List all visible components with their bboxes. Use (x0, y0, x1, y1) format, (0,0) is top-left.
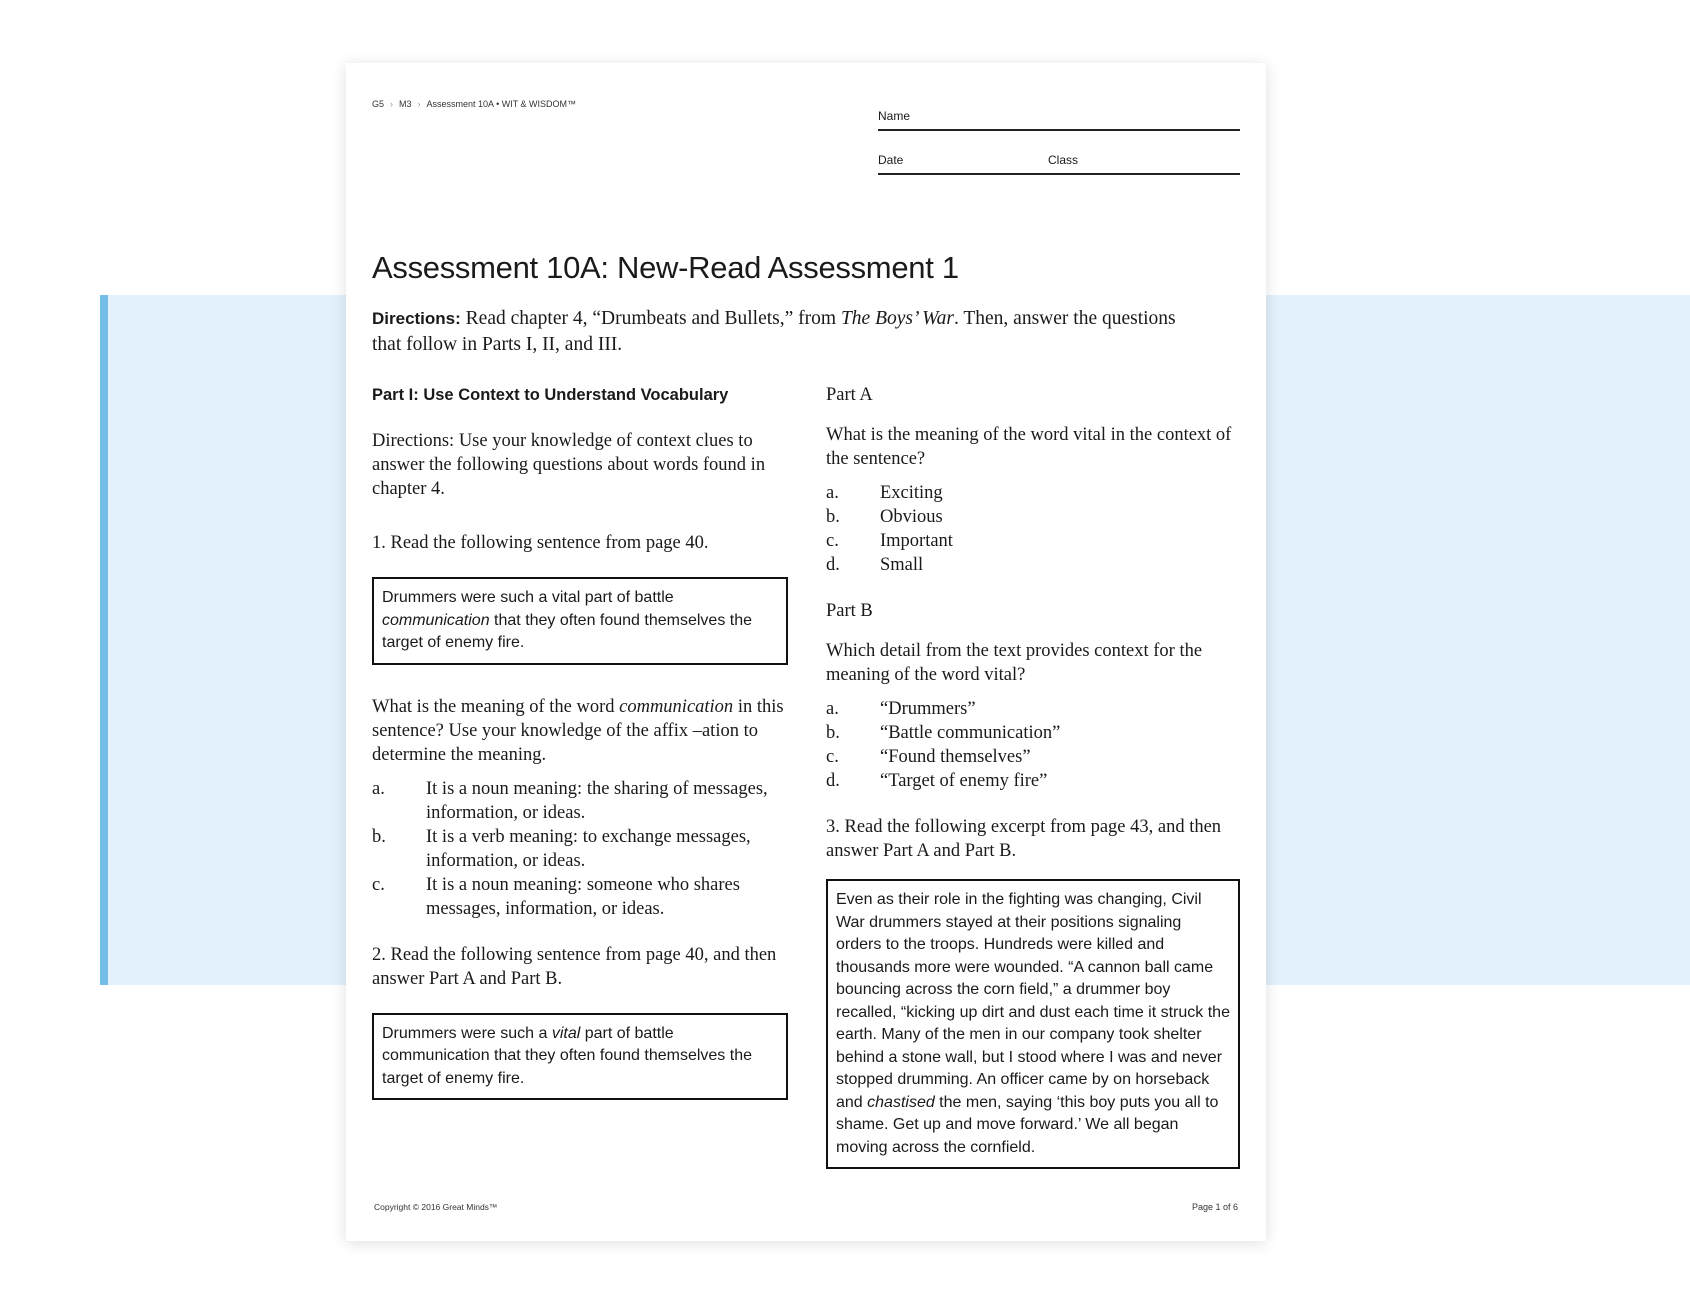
q1-quote-box (372, 577, 788, 665)
option-text: Exciting (880, 483, 943, 503)
option-text: “Found themselves” (880, 747, 1031, 767)
option-text: Obvious (880, 507, 943, 527)
partB-option[interactable] (826, 769, 1240, 793)
option-letter: b. (826, 723, 840, 743)
partB-option[interactable] (826, 697, 1240, 721)
q1-box-text-b: that they often found themselves the target of enemy fire. (382, 611, 752, 651)
option-text: “Drummers” (880, 699, 976, 719)
worksheet-page (346, 63, 1266, 1241)
date-class-field[interactable] (878, 153, 1240, 175)
q1-question (372, 695, 788, 767)
option-letter: c. (826, 747, 839, 767)
option-letter: d. (826, 771, 840, 791)
partA-option[interactable] (826, 505, 1240, 529)
name-label: Name (878, 109, 911, 123)
q1-question-b: in this sentence? Use your knowledge of the affix –ation to determine the meaning. (372, 696, 784, 765)
q3-excerpt-box (826, 879, 1240, 1169)
date-label: Date (878, 153, 904, 167)
q2-prompt: 2. Read the following sentence from page 40, and then answer Part A and Part B. (372, 944, 777, 989)
partA-option[interactable] (826, 529, 1240, 553)
partA-label: Part A (826, 385, 873, 405)
option-text: Small (880, 555, 924, 575)
part1-heading: Part I: Use Context to Understand Vocabulary (372, 386, 729, 404)
copyright: Copyright © 2016 Great Minds™ (374, 1202, 498, 1212)
q1-option[interactable] (372, 777, 788, 825)
q3-box-emphasis: chastised (867, 1093, 935, 1111)
option-text: It is a verb meaning: to exchange messages, information, or ideas. (426, 826, 751, 871)
q1-option[interactable] (372, 873, 788, 921)
q1-prompt: 1. Read the following sentence from page 40. (372, 533, 709, 553)
option-text: It is a noun meaning: someone who shares messages, information, or ideas. (426, 874, 740, 919)
breadcrumb-assessment: Assessment 10A • WIT & WISDOM™ (426, 99, 577, 109)
breadcrumb-module: M3 (399, 99, 412, 109)
directions-text-a: Read chapter 4, “Drumbeats and Bullets,” from (460, 308, 841, 329)
option-text: “Battle communication” (880, 723, 1061, 743)
page-title: Assessment 10A: New-Read Assessment 1 (372, 250, 959, 285)
name-field[interactable] (878, 109, 1240, 131)
breadcrumb (372, 99, 576, 109)
left-column (372, 383, 788, 1100)
option-letter: a. (826, 699, 839, 719)
partA-option[interactable] (826, 553, 1240, 577)
directions-label: Directions: (372, 309, 461, 328)
q1-box-emphasis: communication (382, 611, 490, 629)
background-accent-bar (100, 295, 108, 985)
option-letter: c. (372, 874, 385, 895)
q3-box-text-b: the men, saying ‘this boy puts you all to shame. Get up and move forward.’ We all began moving across the cornfield. (836, 1093, 1219, 1156)
main-directions (372, 306, 1202, 358)
right-column (826, 383, 1240, 1169)
q2-box-text-a: Drummers were such a (382, 1024, 552, 1042)
q2-quote-box (372, 1013, 788, 1101)
option-letter: c. (826, 531, 839, 551)
partB-options (826, 697, 1240, 793)
option-letter: d. (826, 555, 840, 575)
partA-options (826, 481, 1240, 577)
q1-question-emphasis: communication (619, 696, 734, 717)
option-text: It is a noun meaning: the sharing of messages, information, or ideas. (426, 778, 768, 823)
student-info-fields (878, 109, 1240, 175)
chevron-right-icon: › (390, 99, 394, 109)
partA-option[interactable] (826, 481, 1240, 505)
part1-directions: Directions: Use your knowledge of context clues to answer the following questions about words found in chapter 4. (372, 431, 766, 499)
q1-option[interactable] (372, 825, 788, 873)
partB-option[interactable] (826, 721, 1240, 745)
breadcrumb-grade: G5 (372, 99, 385, 109)
partB-question: Which detail from the text provides context for the meaning of the word vital? (826, 641, 1203, 685)
q3-box-text-a: Even as their role in the fighting was changing, Civil War drummers stayed at their positions signaling orders to the troops. Hundreds were killed and thousands more were wounded. “A cannon ball came bouncing across the corn field,” a drummer boy recalled, “kicking up dirt and dust each time it struck the earth. Many of the men in our company took shelter behind a stone wall, but I stood where I was and never stopped drumming. An officer came by on horseback and (836, 891, 1230, 1111)
partB-label: Part B (826, 601, 873, 621)
option-text: Important (880, 531, 953, 551)
class-label: Class (1048, 153, 1079, 167)
chevron-right-icon: › (417, 99, 421, 109)
q2-box-text-b: part of battle communication that they often found themselves the target of enemy fire. (382, 1024, 752, 1087)
option-letter: a. (826, 483, 839, 503)
directions-text-b: . Then, answer the questions that follow in Parts I, II, and III. (372, 308, 1176, 355)
q3-prompt: 3. Read the following excerpt from page 43, and then answer Part A and Part B. (826, 817, 1222, 861)
option-text: “Target of enemy fire” (880, 771, 1048, 791)
partB-option[interactable] (826, 745, 1240, 769)
page-number: Page 1 of 6 (1191, 1202, 1238, 1212)
q1-box-text-a: Drummers were such a vital part of battle (382, 589, 674, 606)
q1-options (372, 777, 788, 921)
option-letter: a. (372, 778, 385, 799)
option-letter: b. (372, 826, 386, 847)
option-letter: b. (826, 507, 840, 527)
q1-question-a: What is the meaning of the word (372, 696, 620, 717)
partA-question: What is the meaning of the word vital in the context of the sentence? (826, 425, 1232, 469)
book-title: The Boys’ War (840, 308, 954, 329)
q2-box-emphasis: vital (551, 1024, 581, 1042)
